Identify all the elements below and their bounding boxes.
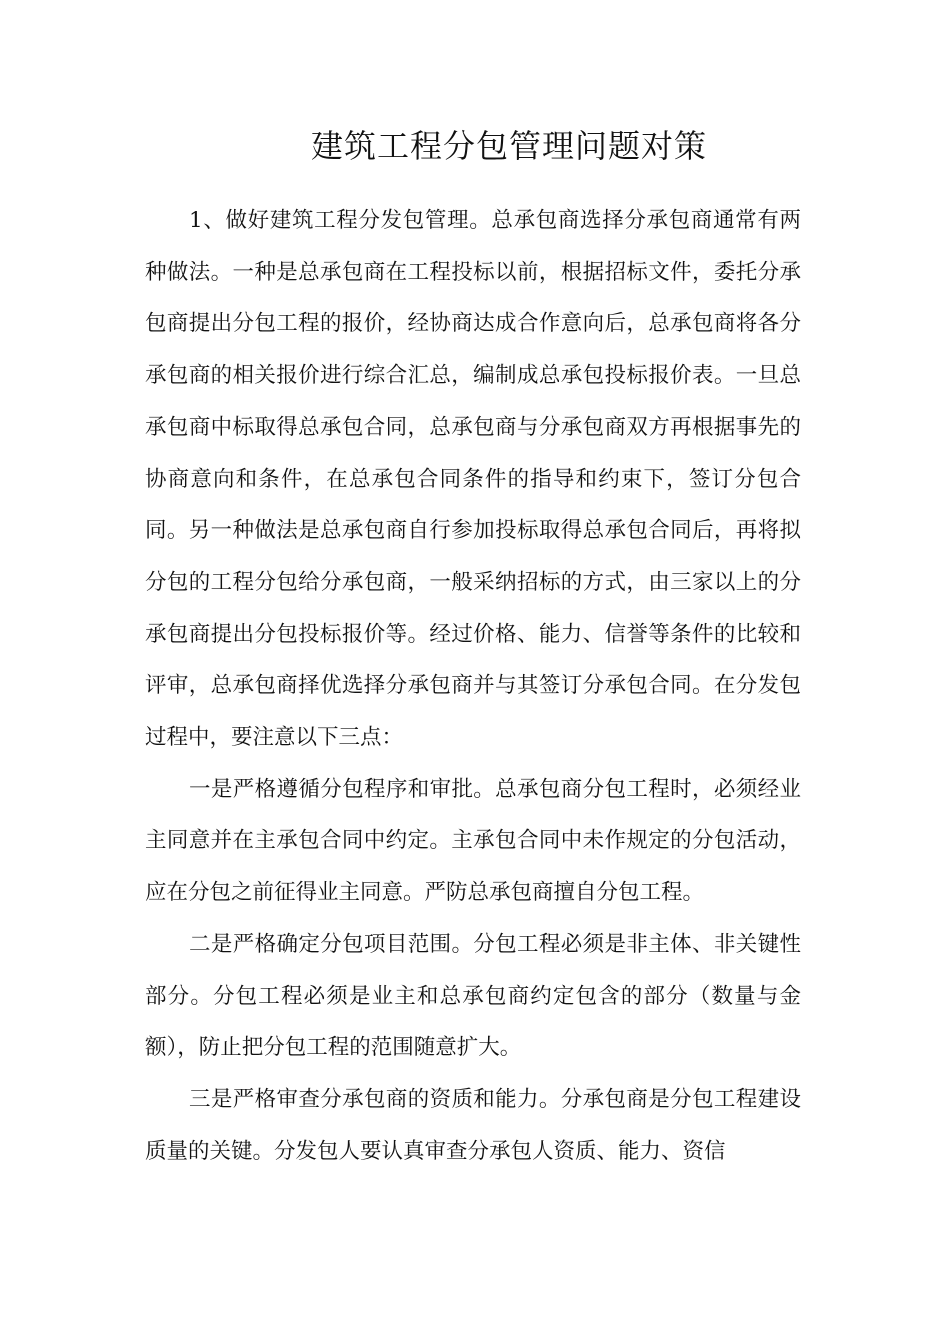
- document-title: 建筑工程分包管理问题对策: [310, 127, 707, 165]
- document-body: [145, 195, 801, 1177]
- paragraph-4: 三是严格审查分承包商的资质和能力。分承包商是分包工程建设质量的关键。分发包人要认真审查分承包人资质、能力、资信: [145, 1086, 801, 1164]
- paragraph-1: 1、做好建筑工程分发包管理。总承包商选择分承包商通常有两种做法。一种是总承包商在工程投标以前，根据招标文件，委托分承包商提出分包工程的报价，经协商达成合作意向后，总承包商将各分承包商的相关报价进行综合汇总，编制成总承包投标报价表。一旦总承包商中标取得总承包合同，总承包商与分承包商双方再根据事先的协商意向和条件，在总承包合同条件的指导和约束下，签订分包合同。另一种做法是总承包商自行参加投标取得总承包合同后，再将拟分包的工程分包给分承包商，一般采纳招标的方式，由三家以上的分承包商提出分包投标报价等。经过价格、能力、信誉等条件的比较和评审，总承包商择优选择分承包商并与其签订分承包合同。在分发包过程中，要注意以下三点：: [145, 208, 801, 751]
- paragraph-2: 一是严格遵循分包程序和审批。总承包商分包工程时，必须经业主同意并在主承包合同中约定。主承包合同中未作规定的分包活动，应在分包之前征得业主同意。严防总承包商擅自分包工程。: [145, 776, 801, 906]
- paragraph-3: 二是严格确定分包项目范围。分包工程必须是非主体、非关键性部分。分包工程必须是业主和总承包商约定包含的部分（数量与金额），防止把分包工程的范围随意扩大。: [145, 931, 801, 1061]
